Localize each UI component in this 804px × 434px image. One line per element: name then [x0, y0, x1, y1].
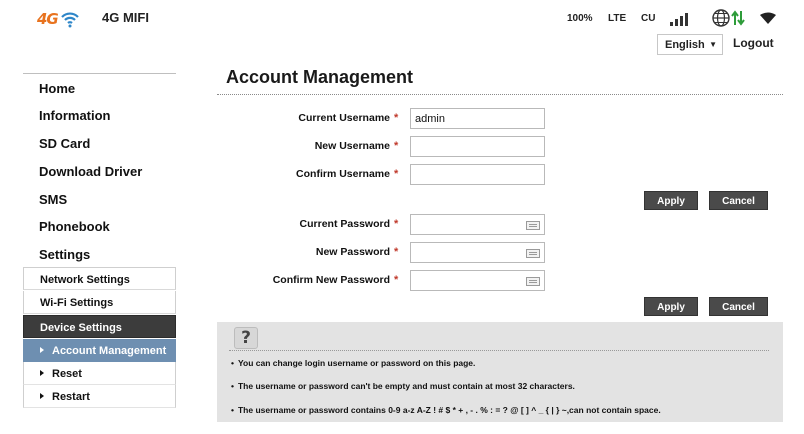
language-select[interactable] — [657, 34, 723, 55]
logo-4g-text: 4G — [37, 10, 58, 28]
transfer-arrows-icon — [731, 10, 745, 26]
help-divider — [229, 350, 769, 351]
help-line: • The username or password can't be empty and must contain at most 32 characters. — [231, 381, 575, 391]
logout-link[interactable]: Logout — [733, 36, 774, 50]
keyboard-icon[interactable] — [526, 249, 540, 258]
globe-icon — [711, 8, 731, 28]
required-mark: * — [394, 274, 399, 286]
wifi-small-icon — [760, 12, 776, 24]
sidebar-item-home[interactable]: Home — [39, 81, 76, 96]
new-password-input[interactable] — [410, 242, 545, 263]
sidebar-item-information[interactable]: Information — [39, 108, 111, 123]
current-username-label: Current Username — [298, 112, 390, 124]
signal-bars-icon — [669, 12, 691, 26]
new-username-label: New Username — [314, 140, 390, 152]
keyboard-icon[interactable] — [526, 221, 540, 230]
new-password-label: New Password — [315, 246, 390, 258]
title-divider — [217, 94, 783, 95]
confirm-password-input[interactable] — [410, 270, 545, 291]
sidebar-item-download-driver[interactable]: Download Driver — [39, 164, 143, 179]
help-panel — [217, 322, 783, 422]
logo — [37, 10, 80, 28]
network-type: LTE — [608, 13, 627, 24]
sidebar-divider — [23, 73, 176, 74]
help-icon: ? — [234, 327, 258, 349]
password-apply-button[interactable]: Apply — [644, 297, 698, 316]
help-line: • The username or password contains 0-9 a-z A-Z ! # $ * + , - . % : = ? @ [ ] ^ _ { | } ~,can not contain space. — [231, 405, 661, 415]
required-mark: * — [394, 218, 399, 230]
language-value: English — [665, 39, 705, 51]
sidebar-sub-wifi-settings[interactable]: Wi-Fi Settings — [23, 291, 176, 314]
sidebar-item-settings[interactable]: Settings — [39, 247, 91, 262]
new-username-input[interactable] — [410, 136, 545, 157]
current-password-input[interactable] — [410, 214, 545, 235]
caret-right-icon — [40, 393, 44, 399]
confirm-password-label: Confirm New Password — [272, 274, 390, 286]
sidebar-item-phonebook[interactable]: Phonebook — [39, 219, 110, 234]
sidebar-item-account-management[interactable] — [23, 339, 176, 362]
sidebar-sub-device-settings[interactable]: Device Settings — [23, 315, 176, 338]
required-mark: * — [394, 246, 399, 258]
wifi-icon — [60, 10, 80, 28]
current-username-input[interactable] — [410, 108, 545, 129]
username-cancel-button[interactable]: Cancel — [709, 191, 768, 210]
username-apply-button[interactable]: Apply — [644, 191, 698, 210]
sidebar-item-reset[interactable] — [23, 362, 176, 385]
sidebar-item-restart[interactable] — [23, 385, 176, 408]
required-mark: * — [394, 140, 399, 152]
battery-status: 100% — [567, 13, 593, 24]
chevron-down-icon: ▼ — [709, 40, 717, 49]
keyboard-icon[interactable] — [526, 277, 540, 286]
caret-right-icon — [40, 347, 44, 353]
sidebar-item-sms[interactable]: SMS — [39, 192, 68, 207]
required-mark: * — [394, 168, 399, 180]
confirm-username-label: Confirm Username — [296, 168, 390, 180]
help-line: • You can change login username or password on this page. — [231, 358, 476, 368]
sidebar-item-label: Reset — [52, 368, 82, 380]
sidebar-item-label: Account Management — [52, 345, 167, 357]
caret-right-icon — [40, 370, 44, 376]
sidebar-item-label: Restart — [52, 391, 90, 403]
password-cancel-button[interactable]: Cancel — [709, 297, 768, 316]
required-mark: * — [394, 112, 399, 124]
device-brand: 4G MIFI — [102, 10, 149, 25]
sidebar-item-sd-card[interactable]: SD Card — [39, 136, 91, 151]
current-password-label: Current Password — [299, 218, 390, 230]
carrier-name: CU — [641, 13, 656, 24]
sidebar-sub-network-settings[interactable]: Network Settings — [23, 267, 176, 290]
page-title: Account Management — [226, 67, 414, 87]
confirm-username-input[interactable] — [410, 164, 545, 185]
